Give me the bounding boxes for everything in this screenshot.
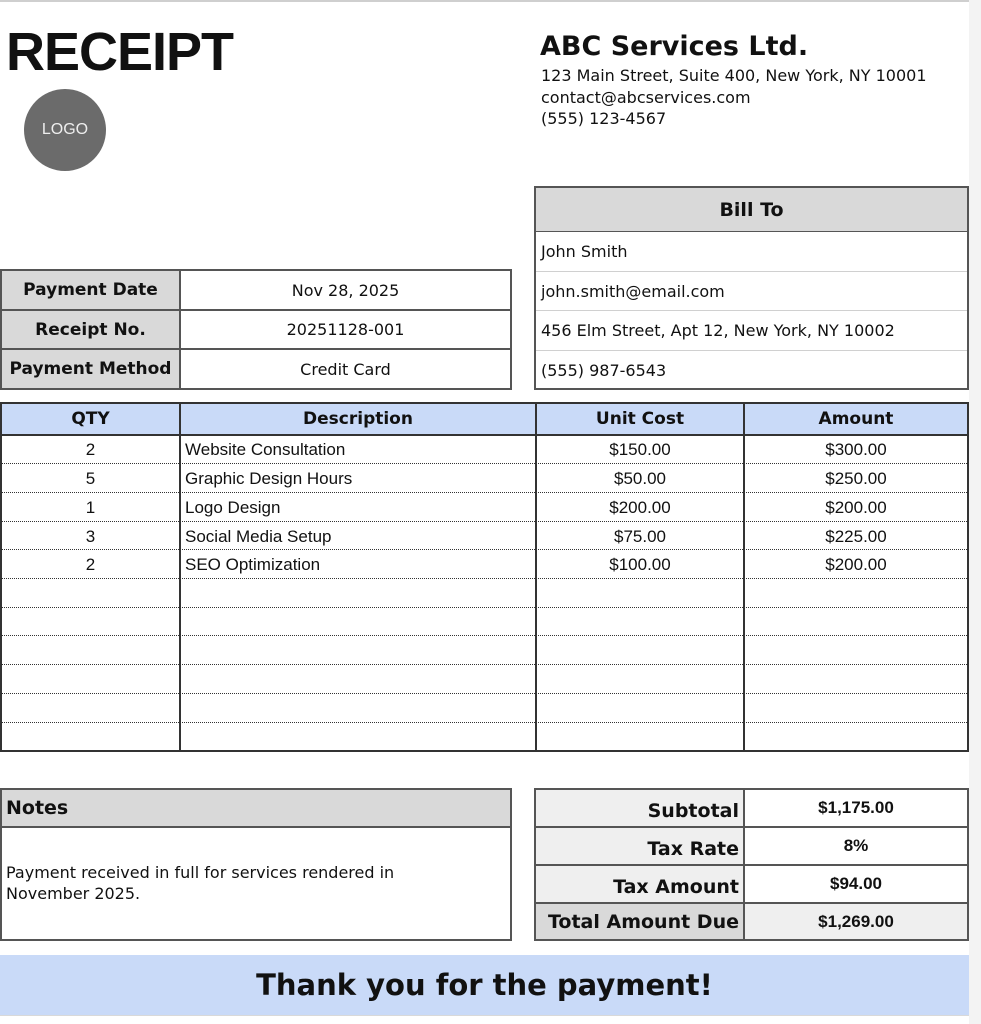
payment-date-value: Nov 28, 2025	[291, 280, 400, 300]
payment-method-label: Payment Method	[2, 350, 179, 388]
top-divider	[0, 0, 969, 2]
bill-to-email: john.smith@email.com	[541, 282, 725, 301]
table-row-1-amount: $300.00	[825, 440, 887, 459]
logo-text: LOGO	[41, 121, 89, 138]
tax-amount-label: Tax Amount	[536, 866, 743, 902]
bill-to-phone: (555) 987-6543	[541, 360, 667, 380]
tax-rate-value: 8%	[843, 836, 869, 855]
subtotal-label: Subtotal	[536, 790, 743, 826]
table-row-4-amount: $225.00	[825, 527, 887, 546]
table-row-2-unit-cost: $50.00	[614, 469, 666, 488]
receipt-number-value: 20251128-001	[286, 320, 405, 339]
payment-date-label: Payment Date	[2, 271, 179, 309]
column-header-unit-cost: Unit Cost	[537, 404, 743, 434]
company-phone: (555) 123-4567	[541, 109, 667, 128]
table-row-3-amount: $200.00	[825, 498, 887, 517]
table-row-4-unit-cost: $75.00	[614, 527, 666, 546]
table-row-1-qty: 2	[85, 440, 96, 459]
table-row-1-description: Website Consultation	[185, 440, 346, 459]
tax-rate-label: Tax Rate	[536, 828, 743, 864]
table-row-3-qty: 1	[85, 498, 96, 517]
table-row-3-unit-cost: $200.00	[609, 498, 671, 517]
logo-placeholder	[24, 89, 106, 171]
column-header-amount: Amount	[745, 404, 967, 434]
thank-you-message: Thank you for the payment!	[256, 968, 713, 1002]
sheet-bottom-edge	[0, 1015, 969, 1024]
bill-to-address: 456 Elm Street, Apt 12, New York, NY 10002	[541, 321, 895, 340]
table-row-4-qty: 3	[85, 527, 96, 546]
column-header-description: Description	[181, 404, 535, 434]
table-row-5-description: SEO Optimization	[185, 555, 321, 574]
payment-method-value: Credit Card	[300, 359, 391, 379]
thank-you-banner	[0, 955, 969, 1015]
table-row-3-description: Logo Design	[185, 498, 281, 517]
table-row-4-description: Social Media Setup	[185, 527, 332, 546]
table-row-2-amount: $250.00	[825, 469, 887, 488]
table-row-2-description: Graphic Design Hours	[185, 469, 353, 488]
receipt-number-label: Receipt No.	[2, 311, 179, 348]
bill-to-heading: Bill To	[536, 188, 967, 231]
subtotal-value: $1,175.00	[818, 798, 894, 817]
table-row-5-unit-cost: $100.00	[609, 555, 671, 574]
receipt-title: RECEIPT	[6, 22, 234, 82]
sheet-edge	[969, 0, 981, 1024]
table-row-1-unit-cost: $150.00	[609, 440, 671, 459]
table-row-5-amount: $200.00	[825, 555, 887, 574]
company-name: ABC Services Ltd.	[540, 31, 809, 62]
total-due-value: $1,269.00	[745, 904, 967, 939]
company-email: contact@abcservices.com	[541, 88, 751, 107]
total-due-label: Total Amount Due	[536, 904, 743, 939]
notes-heading: Notes	[2, 790, 510, 826]
column-header-qty: QTY	[2, 404, 179, 434]
table-row-5-qty: 2	[85, 555, 96, 574]
table-row-2-qty: 5	[85, 469, 96, 488]
notes-text: Payment received in full for services rendered in November 2025.	[6, 863, 395, 903]
bill-to-name: John Smith	[541, 242, 628, 261]
tax-amount-value: $94.00	[830, 874, 882, 893]
company-address: 123 Main Street, Suite 400, New York, NY 10001	[541, 66, 927, 85]
